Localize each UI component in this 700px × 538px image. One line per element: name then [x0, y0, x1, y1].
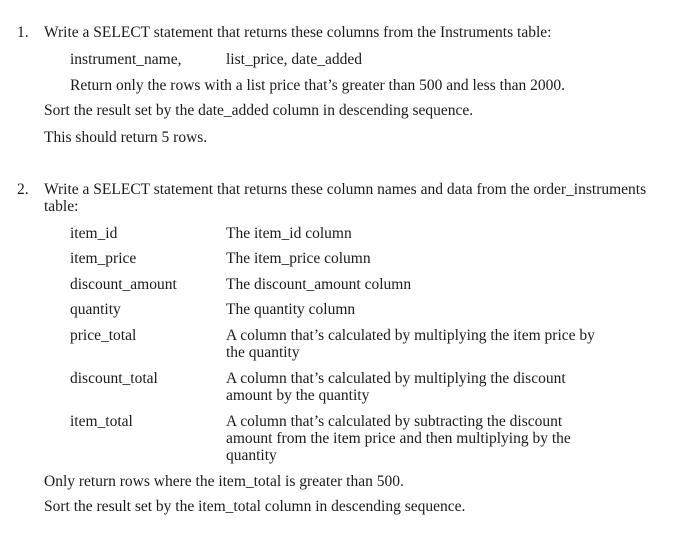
question-1-number: 1.: [17, 24, 29, 41]
row-name: price_total: [70, 327, 137, 344]
row-desc: A column that’s calculated by multiplying the discount amount by the quantity: [226, 370, 566, 404]
row-name: item_id: [70, 225, 118, 242]
column-instrument-name: instrument_name,: [70, 51, 182, 68]
row-desc: A column that’s calculated by multiplying the item price by the quantity: [226, 327, 595, 361]
question-1-intro: Write a SELECT statement that returns these columns from the Instruments table:: [44, 24, 552, 41]
question-2-intro-line2: table:: [44, 198, 79, 215]
row-name: item_total: [70, 413, 133, 430]
row-desc: The discount_amount column: [226, 276, 412, 293]
question-1-sort: Sort the result set by the date_added column in descending sequence.: [44, 102, 474, 119]
question-2-sort: Sort the result set by the item_total column in descending sequence.: [44, 498, 466, 515]
row-name: discount_amount: [70, 276, 177, 293]
row-name: quantity: [70, 301, 121, 318]
question-2-intro-line1: Write a SELECT statement that returns these column names and data from the order_instruments: [44, 181, 647, 198]
row-name: item_price: [70, 250, 137, 267]
row-name: discount_total: [70, 370, 158, 387]
row-desc: The item_id column: [226, 225, 352, 242]
row-desc: The quantity column: [226, 301, 356, 318]
question-1-expected: This should return 5 rows.: [44, 129, 208, 146]
question-2-where: Only return rows where the item_total is greater than 500.: [44, 473, 404, 490]
row-desc: A column that’s calculated by subtracting the discount amount from the item price and then multiplying by the quantity: [226, 413, 571, 464]
question-1-where: Return only the rows with a list price that’s greater than 500 and less than 2000.: [70, 77, 566, 94]
column-list-price-date-added: list_price, date_added: [226, 51, 363, 68]
row-desc: The item_price column: [226, 250, 371, 267]
question-2-number: 2.: [17, 181, 29, 198]
